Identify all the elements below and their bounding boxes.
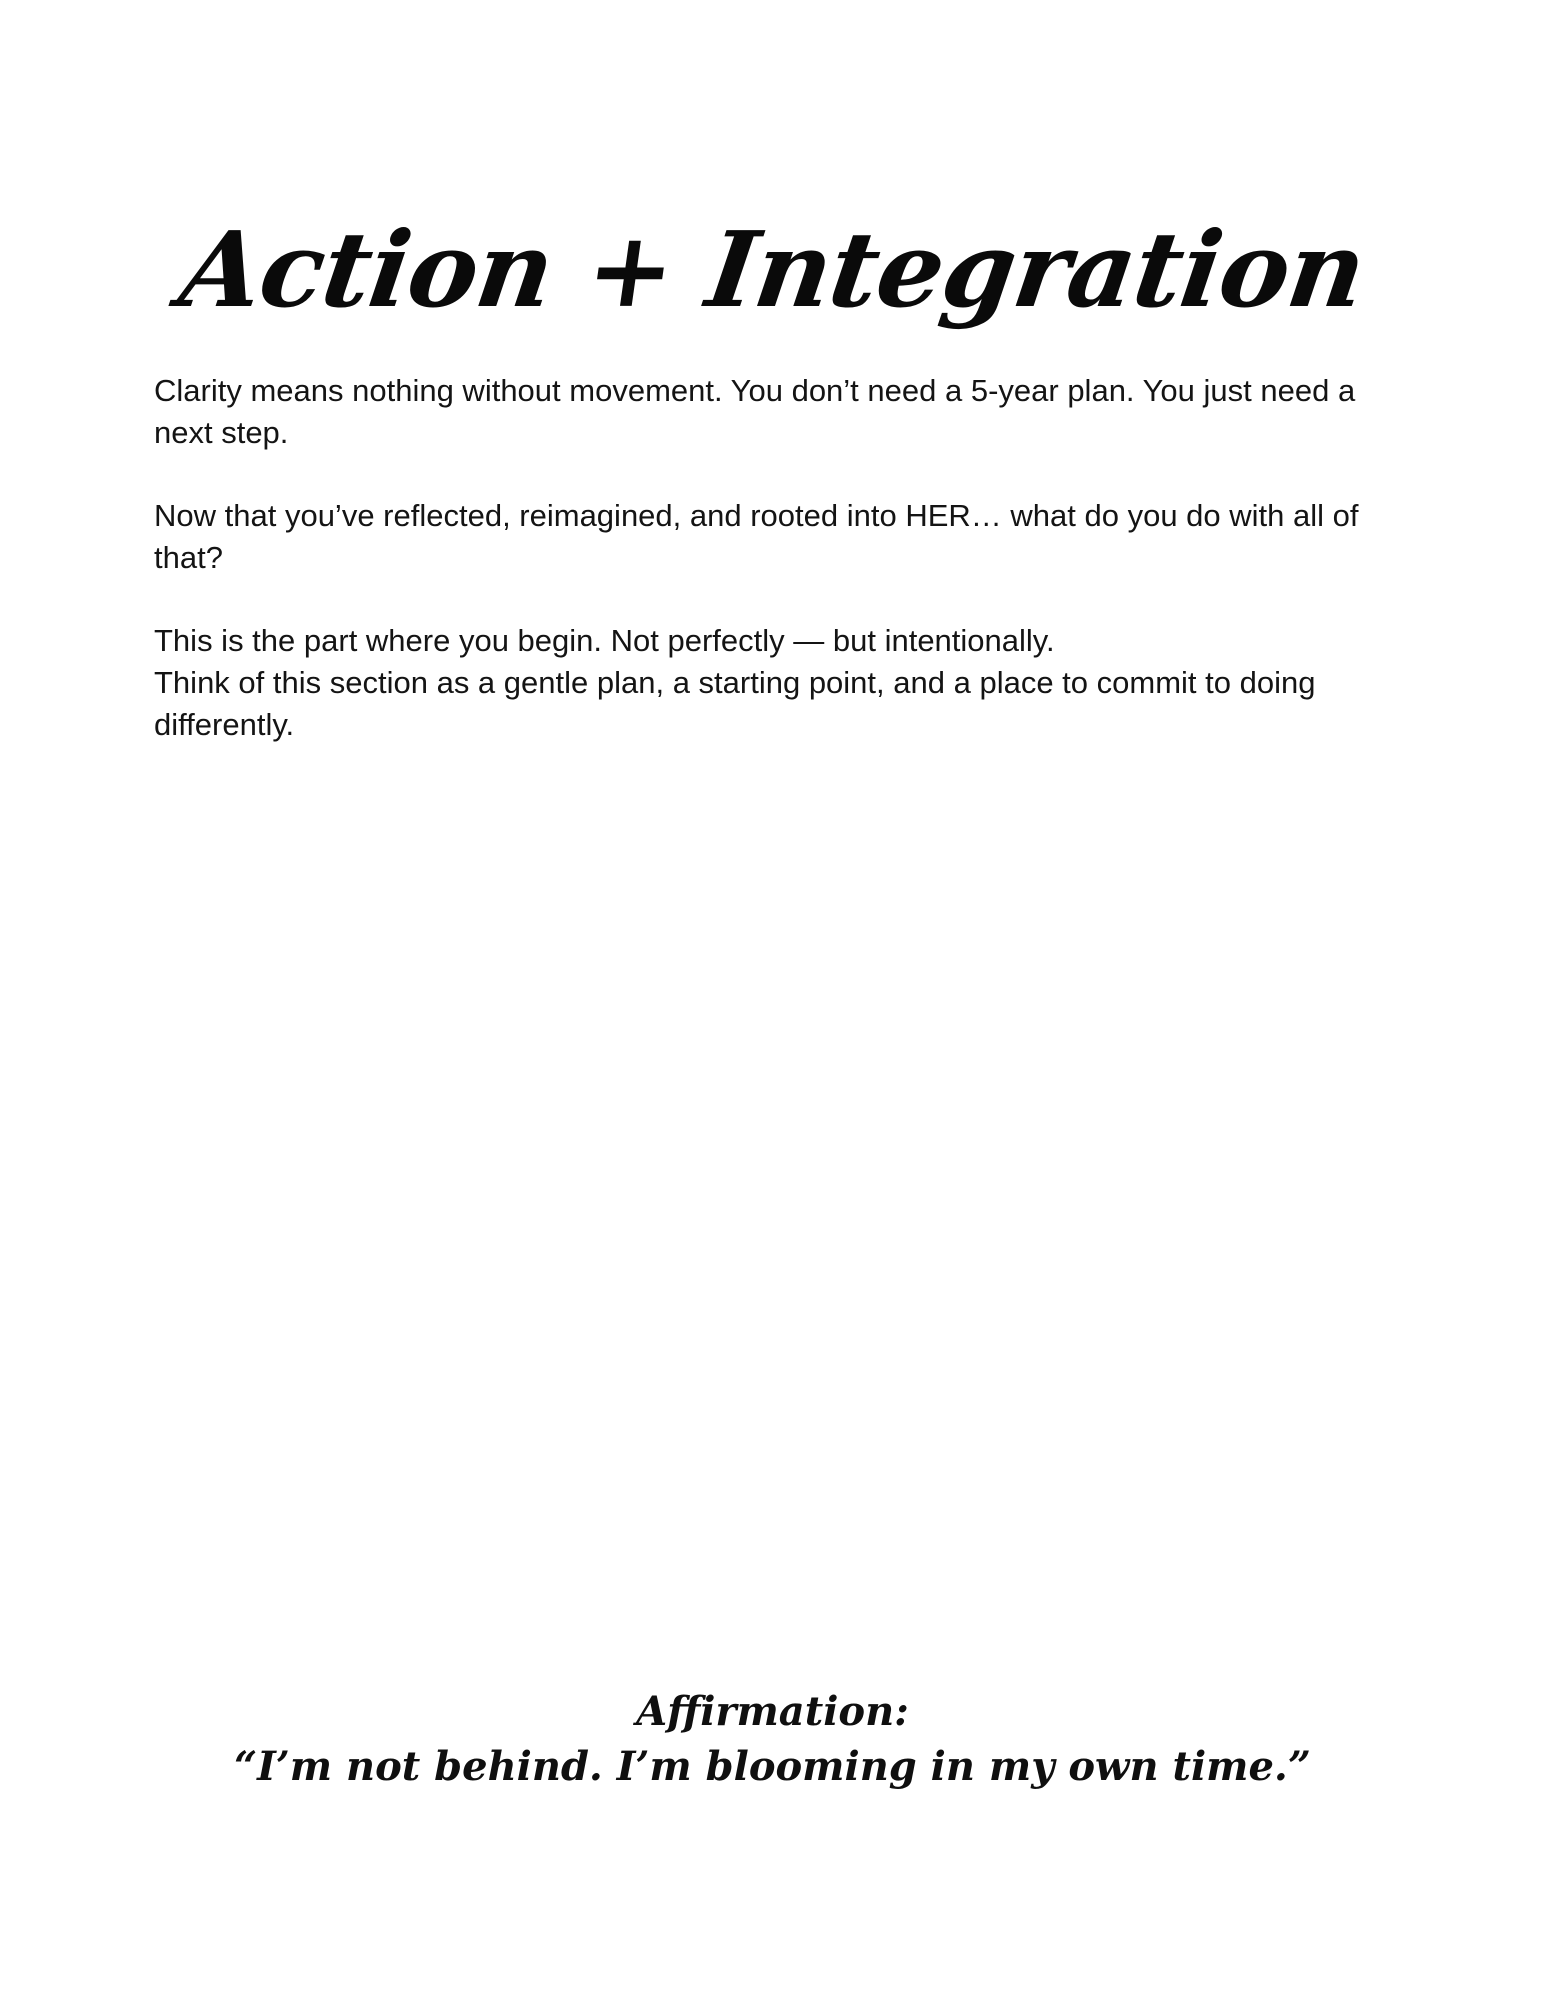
reflection-paragraph: Now that you’ve reflected, reimagined, and rooted into HER… what do you do with all of that? bbox=[154, 498, 1359, 575]
closing-line-1: This is the part where you begin. Not perfectly — but intentionally. bbox=[154, 623, 1055, 658]
affirmation-label: Affirmation: bbox=[636, 1688, 909, 1735]
intro-paragraph: Clarity means nothing without movement. You don’t need a 5-year plan. You just need a next step. bbox=[154, 373, 1356, 450]
closing-line-2: Think of this section as a gentle plan, a starting point, and a place to commit to doing differently. bbox=[154, 665, 1316, 742]
affirmation-quote: “I’m not behind. I’m blooming in my own time.” bbox=[234, 1743, 1311, 1790]
page-title: Action + Integration bbox=[172, 207, 1373, 331]
closing-paragraph bbox=[154, 620, 1394, 746]
